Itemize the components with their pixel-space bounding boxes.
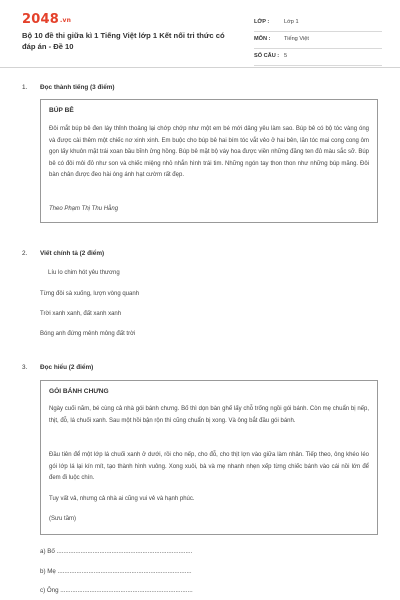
reading-heading: GÓI BÁNH CHƯNG (49, 388, 109, 395)
dictation-line: Từng đôi sà xuống, lượn vòng quanh (40, 291, 140, 297)
reading-heading: BÚP BÊ (49, 107, 74, 114)
answer-line-c[interactable]: c) Ông ............................................................................. (40, 587, 193, 594)
reading-box-bup-be (40, 99, 378, 223)
reading-paragraph: Tuy vất vả, nhưng cả nhà ai cũng vui vẻ và hạnh phúc. (49, 496, 195, 502)
meta-row-question-count (254, 49, 382, 66)
document-meta (254, 15, 382, 66)
reading-paragraph: Đôi mắt búp bê đen láy thỉnh thoảng lại chớp chớp như một em bé mới dâng yêu làm sao. Búp bê có bộ tóc vàng óng và được cài thêm một chiếc nơ xinh xinh. Em buộc cho búp bê hai bím tóc vắt vẻo ở hai bên, lăn tóc mai cong cong ôm gọn lấy khuôn mặt trái xoan bầu bĩnh ửng hồng. Búp bê mặt bộ váy hoa được viền những đăng ten đủ màu sắc sỡ. Búp bê có đôi môi đỏ như son và chiếc miệng nhỏ nhắn hình trái tim. Những ngón tay thon thon như những búp măng. Đôi bàn chân được đeo hài óng ánh hạt cườm rất đẹp. (49, 126, 369, 179)
reading-paragraph: Đầu tiên để một lớp lá chuối xanh ở dưới, rồi cho nếp, cho đỗ, cho thịt lợn vào giữa làm nhân. Tiếp theo, ông khéo léo gói lớp lá lại kín mít, tạo thành hình vuông. Xong xuôi, bà và mẹ nhanh nhẹn xếp từng chiếc bánh vào cái nồi lớn để đem đi luộc chín. (49, 452, 369, 482)
dictation-line: Trời xanh xanh, đất xanh xanh (40, 311, 122, 317)
page-header (0, 0, 400, 62)
reading-author: Theo Phạm Thị Thu Hằng (49, 206, 119, 212)
dictation-line: Bóng anh đứng mênh mông đất trời (40, 331, 136, 337)
meta-value: 5 (284, 53, 288, 59)
meta-label: SỐ CÂU : (254, 53, 280, 59)
dictation-line: Líu lo chim hót yêu thương (48, 270, 120, 276)
meta-label: MÔN : (254, 36, 271, 42)
reading-paragraph: Ngày cuối năm, bé cùng cả nhà gói bánh chưng. Bố thì dọn bàn ghế lấy chỗ trống ngồi gói bánh. Còn mẹ chuẩn bị nếp, thịt, đỗ, lá chuối xanh. Sau một hồi bận rộn thì cũng chuẩn bị xong. Và ông bắt đầu gói bánh. (49, 406, 369, 424)
site-logo[interactable] (22, 12, 71, 27)
meta-value: Lớp 1 (284, 19, 299, 25)
reading-box-goi-banh-chung (40, 380, 378, 535)
logo-suffix: .vn (59, 17, 72, 24)
section-number: 3. (22, 364, 28, 371)
meta-label: LỚP : (254, 19, 270, 25)
answer-line-a[interactable]: a) Bố ............................................................................... (40, 548, 193, 555)
meta-row-subject (254, 32, 382, 49)
header-divider (0, 67, 400, 68)
meta-row-class (254, 15, 382, 32)
section-title: Đọc hiểu (2 điểm) (40, 364, 94, 371)
document-title: Bộ 10 đề thi giữa kì 1 Tiếng Việt lớp 1 Kết nối tri thức có đáp án - Đề 10 (22, 31, 225, 51)
section-title: Đọc thành tiếng (3 điểm) (40, 84, 115, 91)
reading-author: (Sưu tầm) (49, 516, 77, 522)
answer-line-b[interactable]: b) Mẹ .............................................................................. (40, 568, 192, 575)
section-number: 2. (22, 250, 28, 257)
section-number: 1. (22, 84, 28, 91)
meta-value: Tiếng Việt (284, 36, 309, 42)
section-title: Viết chính tả (2 điểm) (40, 250, 105, 257)
logo-text: 2048 (22, 12, 59, 27)
